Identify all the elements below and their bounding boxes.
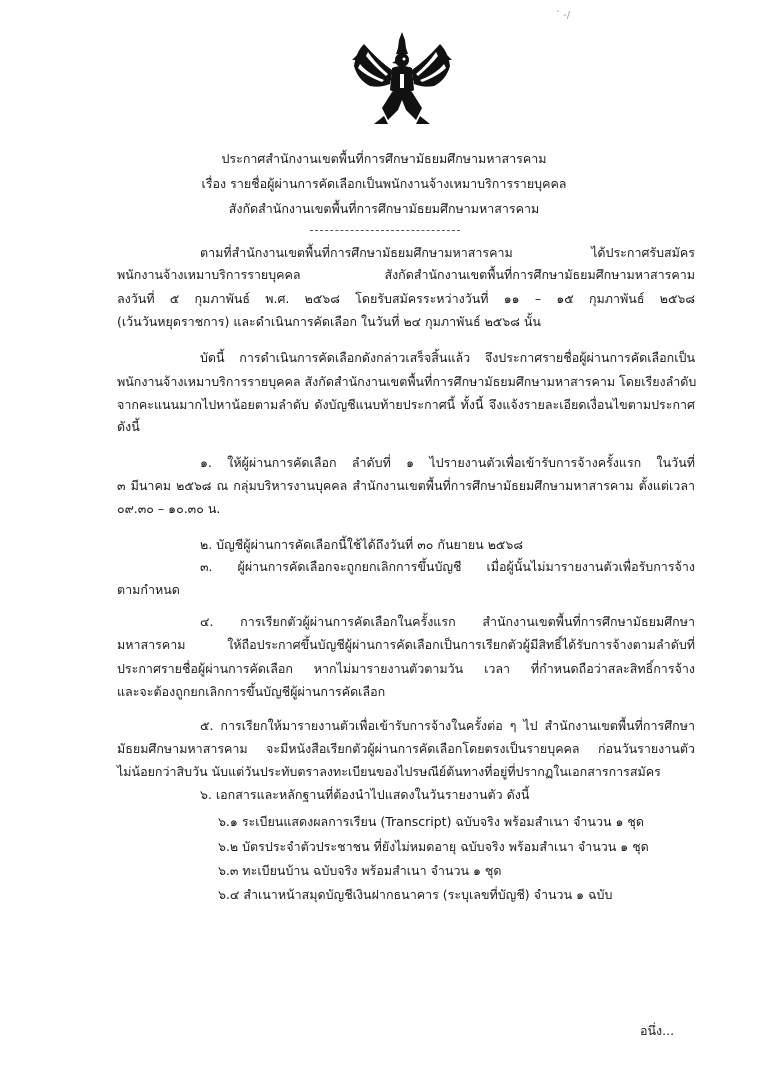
paragraph-1-line-2: พนักงานจ้างเหมาบริการรายบุคคล สังกัดสำนักงานเขตพื้นที่การศึกษามัธยมศึกษามหาสารคาม [117, 267, 695, 282]
item-5-line-2: มัธยมศึกษามหาสารคาม จะมีหนังสือเรียกตัวผู้ผ่านการคัดเลือกโดยตรงเป็นรายบุคคล ก่อนวันรายงานตัว [117, 741, 695, 756]
announcement-title: ประกาศสำนักงานเขตพื้นที่การศึกษามัธยมศึกษามหาสารคาม [221, 151, 547, 166]
item-1-line-2: ๓ มีนาคม ๒๕๖๘ ณ กลุ่มบริหารงานบุคคล สำนักงานเขตพื้นที่การศึกษามัธยมศึกษามหาสารคาม ตั้งแต่เวลา [117, 478, 695, 493]
paragraph-1-line-3: ลงวันที่ ๕ กุมภาพันธ์ พ.ศ. ๒๕๖๘ โดยรับสมัครระหว่างวันที่ ๑๑ – ๑๕ กุมภาพันธ์ ๒๕๖๘ [117, 291, 695, 306]
item-3-line-1: ๓. ผู้ผ่านการคัดเลือกจะถูกยกเลิกการขึ้นบัญชี เมื่อผู้นั้นไม่มารายงานตัวเพื่อรับการจ้าง [200, 559, 695, 574]
item-3-line-2: ตามกำหนด [117, 582, 180, 597]
subitem-6-3: ๖.๓ ทะเบียนบ้าน ฉบับจริง พร้อมสำเนา จำนวน ๑ ชุด [218, 863, 502, 878]
paragraph-2-line-4: ดังนี้ [117, 419, 140, 434]
item-4-line-2: มหาสารคาม ให้ถือประกาศขึ้นบัญชีผู้ผ่านการคัดเลือกเป็นการเรียกตัวผู้มีสิทธิ์ได้รับการจ้างตามลำดับที่ [117, 637, 695, 652]
item-5-line-1: ๕. การเรียกให้มารายงานตัวเพื่อเข้ารับการจ้างในครั้งต่อ ๆ ไป สำนักงานเขตพื้นที่การศึกษา [200, 718, 695, 733]
paragraph-1-line-4: (เว้นวันหยุดราชการ) และดำเนินการคัดเลือก ในวันที่ ๒๔ กุมภาพันธ์ ๒๕๖๘ นั้น [117, 314, 541, 329]
announcement-subject: เรื่อง รายชื่อผู้ผ่านการคัดเลือกเป็นพนักงานจ้างเหมาบริการรายบุคคล [201, 176, 567, 191]
continuation-marker: อนึ่ง... [640, 1023, 675, 1038]
paragraph-2-line-3: จากคะแนนมากไปหาน้อยตามลำดับ ดังบัญชีแนบท้ายประกาศนี้ ทั้งนี้ จึงแจ้งรายละเอียดเงื่อนไขตามประกาศ [117, 397, 695, 412]
subitem-6-2: ๖.๒ บัตรประจำตัวประชาชน ที่ยังไม่หมดอายุ ฉบับจริง พร้อมสำเนา จำนวน ๑ ชุด [218, 839, 649, 854]
item-4-line-1: ๔. การเรียกตัวผู้ผ่านการคัดเลือกในครั้งแรก สำนักงานเขตพื้นที่การศึกษามัธยมศึกษา [200, 614, 695, 629]
paragraph-1-line-1: ตามที่สำนักงานเขตพื้นที่การศึกษามัธยมศึกษามหาสารคาม ได้ประกาศรับสมัคร [200, 245, 695, 260]
paragraph-2-line-1: บัดนี้ การดำเนินการคัดเลือกดังกล่าวเสร็จสิ้นแล้ว จึงประกาศรายชื่อผู้ผ่านการคัดเลือกเป็น [200, 350, 695, 365]
item-4-line-4: และจะต้องถูกยกเลิกการขึ้นบัญชีผู้ผ่านการคัดเลือก [117, 684, 386, 699]
heading-divider [310, 230, 460, 231]
corner-mark: ´ -/ [555, 10, 571, 21]
item-4-line-3: ประกาศรายชื่อผู้ผ่านการคัดเลือก หากไม่มารายงานตัวตามวัน เวลา ที่กำหนดถือว่าสละสิทธิ์การจ้าง [117, 661, 695, 676]
item-1-line-3: ๐๙.๓๐ – ๑๐.๓๐ น. [117, 501, 221, 516]
subitem-6-1: ๖.๑ ระเบียนแสดงผลการเรียน (Transcript) ฉบับจริง พร้อมสำเนา จำนวน ๑ ชุด [218, 814, 645, 829]
item-1-line-1: ๑. ให้ผู้ผ่านการคัดเลือก ลำดับที่ ๑ ไปรายงานตัวเพื่อเข้ารับการจ้างครั้งแรก ในวันที่ [200, 455, 695, 470]
item-2: ๒. บัญชีผู้ผ่านการคัดเลือกนี้ใช้ได้ถึงวันที่ ๓๐ กันยายน ๒๕๖๘ [200, 537, 523, 552]
item-6: ๖. เอกสารและหลักฐานที่ต้องนำไปแสดงในวันรายงานตัว ดังนี้ [200, 787, 530, 802]
paragraph-2-line-2: พนักงานจ้างเหมาบริการรายบุคคล สังกัดสำนักงานเขตพื้นที่การศึกษามัธยมศึกษามหาสารคาม โดยเรียงลำดับ [117, 374, 697, 389]
subitem-6-4: ๖.๔ สำเนาหน้าสมุดบัญชีเงินฝากธนาคาร (ระบุเลขที่บัญชี) จำนวน ๑ ฉบับ [218, 887, 613, 902]
item-5-line-3: ไม่น้อยกว่าสิบวัน นับแต่วันประทับตราลงทะเบียนของไปรษณีย์ต้นทางที่อยู่ที่ปรากฏในเอกสารการสมัคร [117, 764, 661, 779]
garuda-emblem-icon [348, 30, 456, 126]
announcement-subject-continued: สังกัดสำนักงานเขตพื้นที่การศึกษามัธยมศึกษามหาสารคาม [228, 201, 540, 216]
